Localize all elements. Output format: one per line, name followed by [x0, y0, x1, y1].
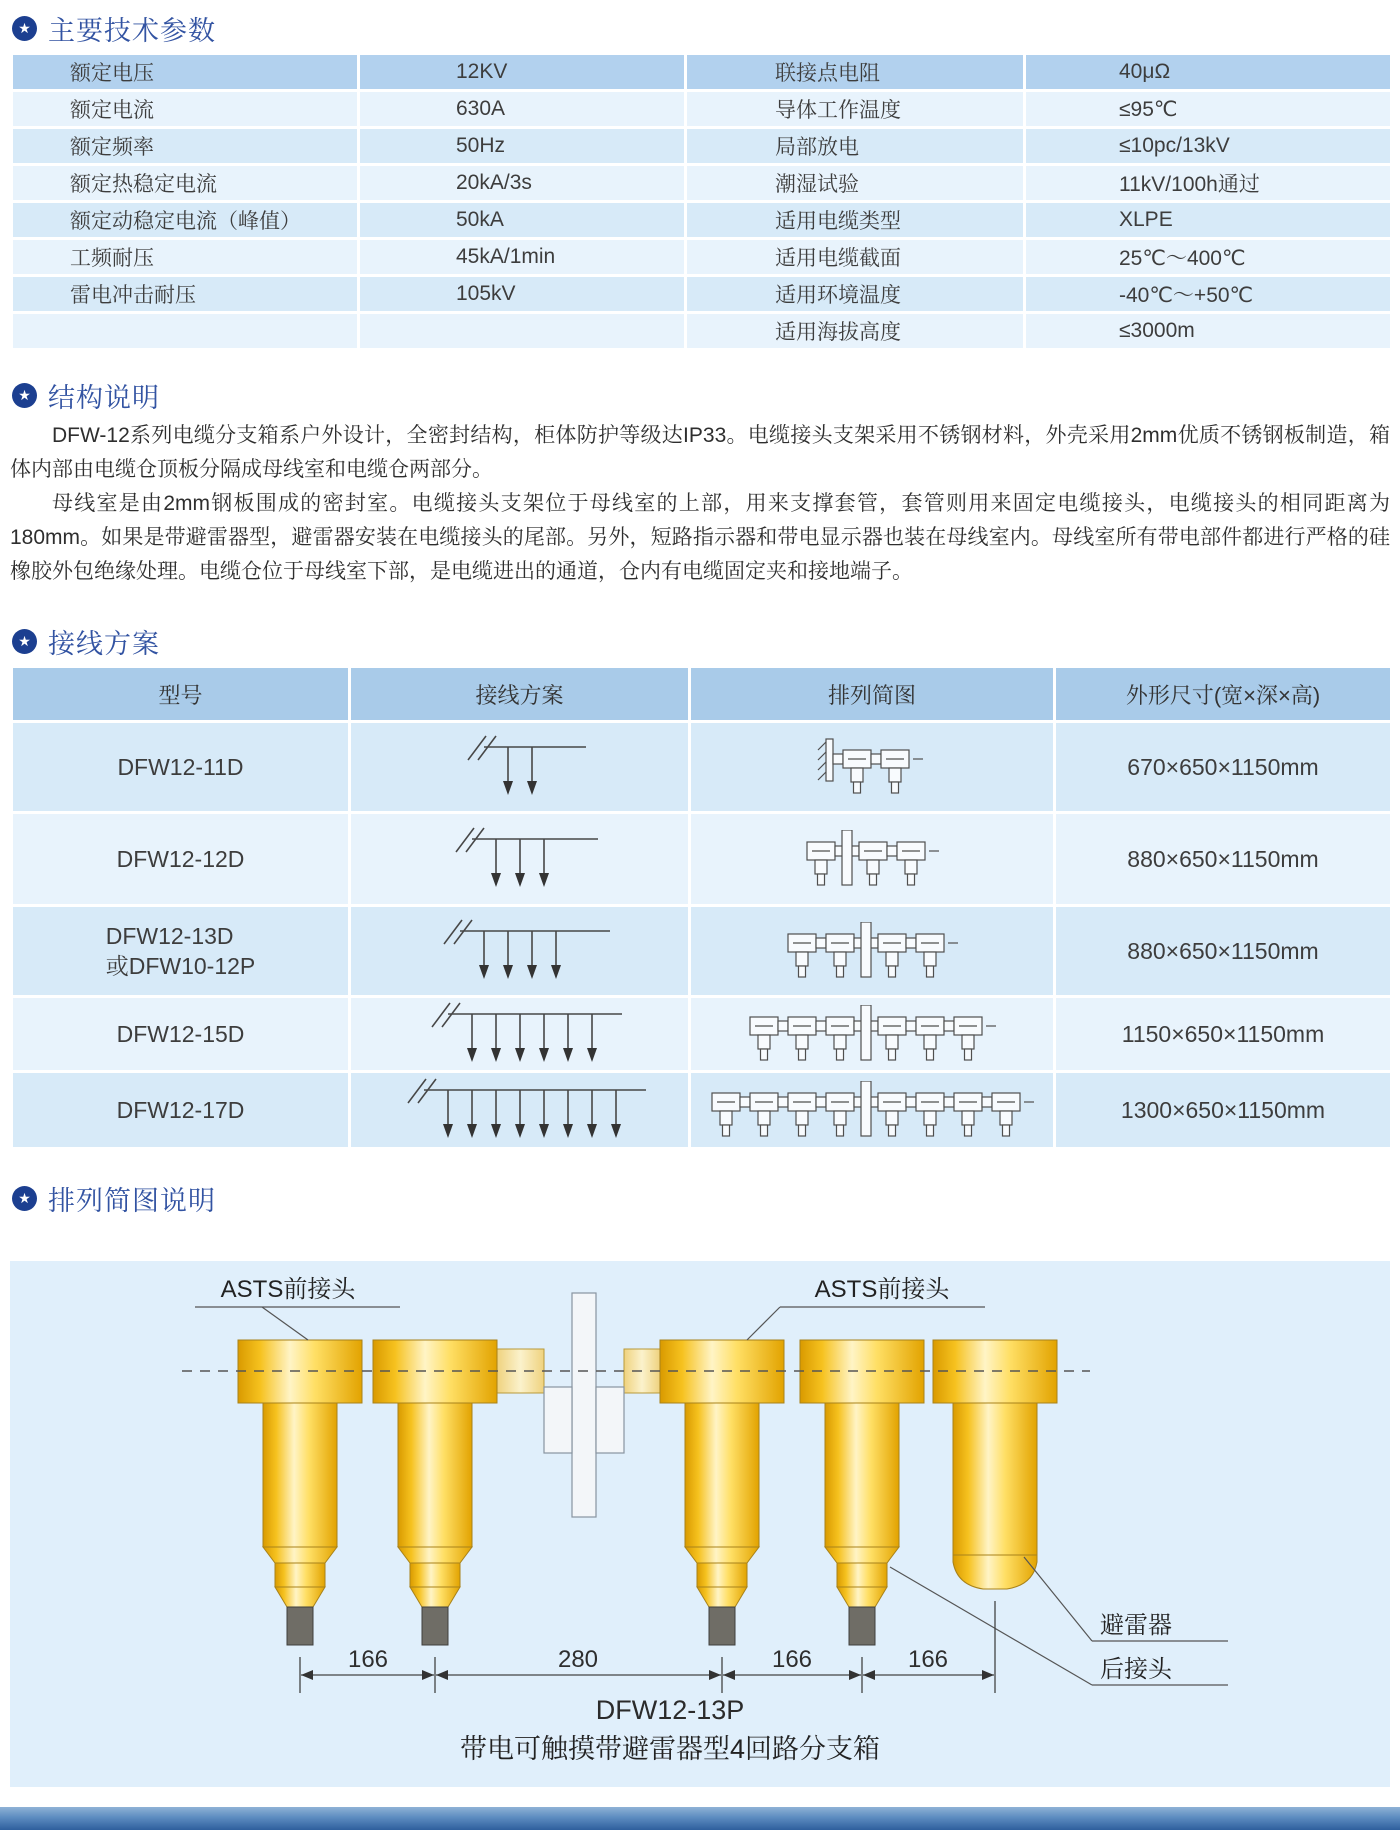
arrangement-panel — [10, 1261, 1390, 1787]
structure-paragraph-1: DFW-12系列电缆分支箱系户外设计，全密封结构，柜体防护等级达IP33。电缆接头支架采用不锈钢材料，外壳采用2mm优质不锈钢板制造，箱体内部由电缆仓顶板分隔成母线室和电缆仓两部分。 — [10, 424, 1390, 481]
model-cell — [13, 723, 348, 811]
branch-diagram — [430, 825, 610, 893]
dim-166-b: 166 — [771, 1646, 813, 1673]
wiring-row — [13, 998, 1390, 1070]
wiring-header-row — [13, 668, 1390, 720]
tech-param-row — [13, 129, 1390, 163]
dimension-cell: 880×650×1150mm — [1056, 907, 1390, 995]
wiring-row — [13, 814, 1390, 904]
tech-params-table-body — [13, 55, 1390, 348]
value-cell: 12KV — [360, 55, 684, 89]
catalog-page — [0, 10, 1400, 1830]
scheme-cell — [351, 907, 688, 995]
param-cell: 适用电缆类型 — [687, 203, 1023, 237]
param-cell: 潮湿试验 — [687, 166, 1023, 200]
value-cell: -40℃～+50℃ — [1026, 277, 1390, 311]
tech-param-row — [13, 203, 1390, 237]
param-cell: 局部放电 — [687, 129, 1023, 163]
scheme-cell — [351, 814, 688, 904]
tech-param-row — [13, 277, 1390, 311]
model-name-alt: 或DFW10-12P — [105, 953, 256, 979]
branch-diagram — [382, 1076, 658, 1144]
wiring-row — [13, 1073, 1390, 1147]
wiring-row — [13, 723, 1390, 811]
star-icon — [12, 383, 37, 408]
tech-params-table — [10, 52, 1393, 351]
value-cell: ≤95℃ — [1026, 92, 1390, 126]
diagram-model-text: DFW12-13P — [595, 1695, 745, 1725]
model-name: DFW12-17D — [116, 1097, 245, 1123]
tech-param-row — [13, 55, 1390, 89]
arrangement-cell — [691, 723, 1053, 811]
param-cell: 适用环境温度 — [687, 277, 1023, 311]
model-cell — [13, 1073, 348, 1147]
model-cell — [13, 814, 348, 904]
arrangement-mini-diagram — [742, 1005, 1002, 1063]
model-cell — [13, 907, 348, 995]
arrangement-cell — [691, 998, 1053, 1070]
structure-title: 结构说明 — [48, 382, 160, 413]
arrangement-cell — [691, 814, 1053, 904]
value-cell: ≤3000m — [1026, 314, 1390, 348]
value-cell: XLPE — [1026, 203, 1390, 237]
value-cell: 50Hz — [360, 129, 684, 163]
arrangement-mini-diagram — [816, 738, 929, 796]
dim-166-a: 166 — [347, 1646, 389, 1673]
value-cell: 50kA — [360, 203, 684, 237]
wiring-table — [10, 665, 1393, 1150]
param-cell — [13, 314, 357, 348]
dimension-cell: 880×650×1150mm — [1056, 814, 1390, 904]
param-cell: 适用海拔高度 — [687, 314, 1023, 348]
param-cell: 工频耐压 — [13, 240, 357, 274]
star-glyph: ★ — [18, 387, 31, 403]
rear-connector-label-text: 后接头 — [1100, 1656, 1172, 1683]
wiring-title: 接线方案 — [48, 628, 160, 659]
star-icon — [12, 1186, 37, 1211]
model-name: DFW12-15D — [116, 1021, 245, 1047]
footer-bar — [0, 1807, 1400, 1830]
arrangement-title: 排列简图说明 — [48, 1185, 216, 1216]
section-title-tech-params — [12, 10, 1400, 46]
arrester-label-text: 避雷器 — [1100, 1612, 1172, 1639]
front-connector-label-left — [195, 1276, 400, 1340]
scheme-cell — [351, 998, 688, 1070]
param-cell: 额定电流 — [13, 92, 357, 126]
front-connector-label-right — [747, 1276, 985, 1340]
branch-diagram — [442, 733, 598, 801]
tech-param-row — [13, 166, 1390, 200]
arrangement-cell — [691, 907, 1053, 995]
model-name: DFW12-12D — [116, 846, 245, 872]
param-cell: 适用电缆截面 — [687, 240, 1023, 274]
param-cell: 额定动稳定电流（峰值） — [13, 203, 357, 237]
model-name: DFW12-11D — [117, 754, 244, 780]
dimension-cell: 670×650×1150mm — [1056, 723, 1390, 811]
section-title-arrangement — [12, 1180, 1400, 1216]
header-model: 型号 — [13, 668, 348, 720]
dimension-cell: 1300×650×1150mm — [1056, 1073, 1390, 1147]
section-title-structure — [12, 377, 1400, 413]
value-cell: ≤10pc/13kV — [1026, 129, 1390, 163]
value-cell: 20kA/3s — [360, 166, 684, 200]
tech-params-title: 主要技术参数 — [48, 15, 216, 46]
arrester-label — [1024, 1557, 1228, 1641]
value-cell: 105kV — [360, 277, 684, 311]
arrangement-mini-diagram — [704, 1081, 1040, 1139]
star-glyph: ★ — [18, 1190, 31, 1206]
wiring-table-body — [13, 723, 1390, 1147]
value-cell — [360, 314, 684, 348]
scheme-cell — [351, 1073, 688, 1147]
dim-166-c: 166 — [907, 1646, 949, 1673]
arrangement-diagram — [10, 1261, 1390, 1787]
value-cell: 11kV/100h通过 — [1026, 166, 1390, 200]
dimension-cell: 1150×650×1150mm — [1056, 998, 1390, 1070]
value-cell: 40μΩ — [1026, 55, 1390, 89]
arrangement-mini-diagram — [799, 830, 945, 888]
tech-param-row — [13, 314, 1390, 348]
param-cell: 导体工作温度 — [687, 92, 1023, 126]
arrangement-cell — [691, 1073, 1053, 1147]
param-cell: 额定频率 — [13, 129, 357, 163]
diagram-caption-text: 带电可触摸带避雷器型4回路分支箱 — [459, 1734, 881, 1764]
star-glyph: ★ — [18, 633, 31, 649]
star-icon — [12, 629, 37, 654]
front-connector-right-text: ASTS前接头 — [814, 1276, 950, 1303]
value-cell: 25℃～400℃ — [1026, 240, 1390, 274]
front-connector-left-text: ASTS前接头 — [220, 1276, 356, 1303]
scheme-cell — [351, 723, 688, 811]
param-cell: 联接点电阻 — [687, 55, 1023, 89]
structure-paragraph-2: 母线室是由2mm钢板围成的密封室。电缆接头支架位于母线室的上部，用来支撑套管，套管则用来固定电缆接头，电缆接头的相同距离为180mm。如果是带避雷器型，避雷器安装在电缆接头的尾部。另外，短路指示器和带电显示器也装在母线室内。母线室所有带电部件都进行严格的硅橡胶外包绝缘处理。电缆仓位于母线室下部，是电缆进出的通道，仓内有电缆固定夹和接地端子。 — [10, 492, 1390, 583]
value-cell: 630A — [360, 92, 684, 126]
tech-param-row — [13, 92, 1390, 126]
wiring-row — [13, 907, 1390, 995]
model-cell — [13, 998, 348, 1070]
dimension-lines — [300, 1601, 995, 1693]
param-cell: 雷电冲击耐压 — [13, 277, 357, 311]
branch-diagram — [406, 1000, 634, 1068]
busbar-support-bracket — [544, 1293, 624, 1517]
param-cell: 额定电压 — [13, 55, 357, 89]
branch-diagram — [418, 917, 622, 985]
header-dimensions: 外形尺寸(宽×深×高) — [1056, 668, 1390, 720]
model-name: DFW12-13D — [105, 923, 234, 949]
arrangement-mini-diagram — [780, 922, 964, 980]
tech-param-row — [13, 240, 1390, 274]
star-icon — [12, 16, 37, 41]
value-cell: 45kA/1min — [360, 240, 684, 274]
header-scheme: 接线方案 — [351, 668, 688, 720]
dim-280: 280 — [557, 1646, 599, 1673]
star-glyph: ★ — [18, 20, 31, 36]
header-arrangement: 排列简图 — [691, 668, 1053, 720]
structure-description — [10, 419, 1390, 589]
param-cell: 额定热稳定电流 — [13, 166, 357, 200]
section-title-wiring — [12, 623, 1400, 659]
